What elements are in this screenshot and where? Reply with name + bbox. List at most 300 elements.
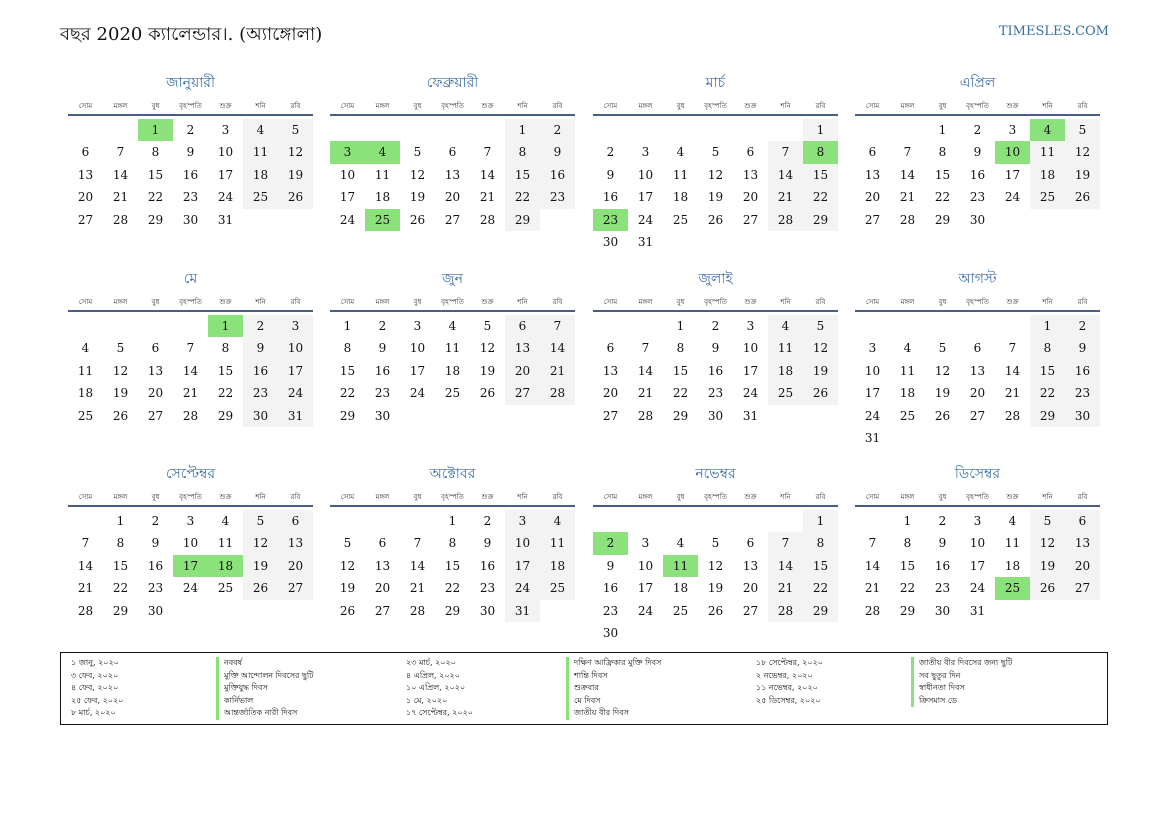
day-cell[interactable]: 18 (374, 190, 391, 205)
day-cell[interactable]: 29 (672, 408, 689, 423)
day-cell[interactable]: 20 (864, 190, 881, 205)
holiday-day-cell[interactable]: 4 (1030, 119, 1065, 141)
day-cell[interactable]: 27 (374, 603, 391, 618)
day-cell[interactable]: 31 (969, 603, 986, 618)
day-cell[interactable]: 9 (973, 145, 982, 160)
day-cell[interactable]: 25 (77, 408, 94, 423)
day-cell[interactable]: 19 (409, 190, 426, 205)
weekend-day-cell[interactable]: 29 (803, 600, 838, 622)
weekend-day-cell[interactable]: 7 (768, 141, 803, 163)
day-cell[interactable]: 2 (711, 319, 720, 333)
weekend-day-cell[interactable]: 11 (540, 532, 575, 554)
day-cell[interactable]: 15 (339, 363, 356, 378)
day-cell[interactable]: 13 (742, 167, 759, 182)
day-cell[interactable]: 6 (746, 536, 755, 551)
weekend-day-cell[interactable]: 28 (540, 382, 575, 404)
weekend-day-cell[interactable]: 4 (243, 119, 278, 141)
weekend-day-cell[interactable]: 20 (1065, 555, 1100, 577)
weekend-day-cell[interactable]: 18 (540, 555, 575, 577)
weekend-day-cell[interactable]: 14 (540, 337, 575, 359)
day-cell[interactable]: 2 (606, 145, 615, 160)
weekend-day-cell[interactable]: 12 (243, 532, 278, 554)
day-cell[interactable]: 30 (147, 603, 164, 618)
day-cell[interactable]: 27 (864, 212, 881, 227)
day-cell[interactable]: 23 (602, 603, 619, 618)
weekend-day-cell[interactable]: 30 (1065, 405, 1100, 427)
day-cell[interactable]: 11 (1004, 536, 1021, 551)
holiday-day-cell[interactable]: 10 (995, 141, 1030, 163)
weekend-day-cell[interactable]: 26 (803, 382, 838, 404)
day-cell[interactable]: 1 (116, 514, 125, 528)
weekend-day-cell[interactable]: 17 (505, 555, 540, 577)
weekend-day-cell[interactable]: 28 (768, 209, 803, 231)
weekend-day-cell[interactable]: 19 (1065, 164, 1100, 186)
day-cell[interactable]: 23 (182, 190, 199, 205)
holiday-day-cell[interactable]: 1 (138, 119, 173, 141)
holiday-day-cell[interactable]: 18 (208, 555, 243, 577)
day-cell[interactable]: 12 (112, 363, 129, 378)
day-cell[interactable]: 28 (409, 603, 426, 618)
day-cell[interactable]: 21 (864, 581, 881, 596)
day-cell[interactable]: 6 (606, 341, 615, 356)
weekend-day-cell[interactable]: 8 (803, 532, 838, 554)
day-cell[interactable]: 25 (217, 581, 234, 596)
day-cell[interactable]: 20 (602, 386, 619, 401)
weekend-day-cell[interactable]: 6 (278, 510, 313, 532)
day-cell[interactable]: 14 (112, 167, 129, 182)
day-cell[interactable]: 13 (969, 363, 986, 378)
day-cell[interactable]: 7 (868, 536, 877, 551)
day-cell[interactable]: 10 (182, 536, 199, 551)
day-cell[interactable]: 11 (77, 363, 94, 378)
day-cell[interactable]: 22 (217, 386, 234, 401)
day-cell[interactable]: 13 (77, 167, 94, 182)
day-cell[interactable]: 26 (339, 603, 356, 618)
day-cell[interactable]: 9 (606, 558, 615, 573)
day-cell[interactable]: 13 (374, 558, 391, 573)
day-cell[interactable]: 18 (444, 363, 461, 378)
weekend-day-cell[interactable]: 12 (278, 141, 313, 163)
weekend-day-cell[interactable]: 9 (540, 141, 575, 163)
day-cell[interactable]: 18 (1004, 558, 1021, 573)
day-cell[interactable]: 7 (483, 145, 492, 160)
day-cell[interactable]: 12 (479, 341, 496, 356)
weekend-day-cell[interactable]: 2 (540, 119, 575, 141)
day-cell[interactable]: 10 (217, 145, 234, 160)
weekend-day-cell[interactable]: 15 (803, 555, 838, 577)
day-cell[interactable]: 25 (444, 386, 461, 401)
day-cell[interactable]: 7 (641, 341, 650, 356)
day-cell[interactable]: 11 (217, 536, 234, 551)
weekend-day-cell[interactable]: 16 (1065, 360, 1100, 382)
holiday-day-cell[interactable]: 4 (365, 141, 400, 163)
brand-link[interactable]: TIMESLES.COM (998, 24, 1109, 39)
day-cell[interactable]: 13 (444, 167, 461, 182)
weekend-day-cell[interactable]: 7 (768, 532, 803, 554)
day-cell[interactable]: 20 (742, 581, 759, 596)
day-cell[interactable]: 2 (483, 514, 492, 528)
day-cell[interactable]: 10 (339, 167, 356, 182)
weekend-day-cell[interactable]: 21 (540, 360, 575, 382)
day-cell[interactable]: 2 (378, 319, 387, 333)
day-cell[interactable]: 21 (182, 386, 199, 401)
day-cell[interactable]: 30 (602, 234, 619, 249)
weekend-day-cell[interactable]: 5 (1065, 119, 1100, 141)
day-cell[interactable]: 21 (637, 386, 654, 401)
day-cell[interactable]: 16 (602, 581, 619, 596)
day-cell[interactable]: 26 (707, 603, 724, 618)
weekend-day-cell[interactable]: 4 (768, 315, 803, 337)
day-cell[interactable]: 28 (637, 408, 654, 423)
weekend-day-cell[interactable]: 22 (1030, 382, 1065, 404)
weekend-day-cell[interactable]: 22 (803, 186, 838, 208)
weekend-day-cell[interactable]: 9 (243, 337, 278, 359)
day-cell[interactable]: 4 (448, 319, 457, 333)
day-cell[interactable]: 24 (217, 190, 234, 205)
day-cell[interactable]: 5 (413, 145, 422, 160)
day-cell[interactable]: 4 (676, 145, 685, 160)
weekend-day-cell[interactable]: 26 (243, 577, 278, 599)
day-cell[interactable]: 14 (899, 167, 916, 182)
weekend-day-cell[interactable]: 18 (243, 164, 278, 186)
weekend-day-cell[interactable]: 15 (1030, 360, 1065, 382)
day-cell[interactable]: 20 (77, 190, 94, 205)
day-cell[interactable]: 21 (77, 581, 94, 596)
day-cell[interactable]: 12 (707, 558, 724, 573)
day-cell[interactable]: 28 (479, 212, 496, 227)
day-cell[interactable]: 11 (899, 363, 916, 378)
holiday-day-cell[interactable]: 3 (330, 141, 365, 163)
day-cell[interactable]: 23 (934, 581, 951, 596)
day-cell[interactable]: 20 (147, 386, 164, 401)
weekend-day-cell[interactable]: 14 (768, 555, 803, 577)
weekend-day-cell[interactable]: 4 (540, 510, 575, 532)
weekend-day-cell[interactable]: 12 (1030, 532, 1065, 554)
weekend-day-cell[interactable]: 1 (1030, 315, 1065, 337)
weekend-day-cell[interactable]: 1 (803, 510, 838, 532)
weekend-day-cell[interactable]: 18 (768, 360, 803, 382)
weekend-day-cell[interactable]: 11 (768, 337, 803, 359)
day-cell[interactable]: 7 (413, 536, 422, 551)
day-cell[interactable]: 31 (637, 234, 654, 249)
day-cell[interactable]: 3 (641, 536, 650, 551)
day-cell[interactable]: 15 (899, 558, 916, 573)
holiday-day-cell[interactable]: 11 (663, 555, 698, 577)
day-cell[interactable]: 24 (182, 581, 199, 596)
weekend-day-cell[interactable]: 11 (1030, 141, 1065, 163)
day-cell[interactable]: 19 (339, 581, 356, 596)
day-cell[interactable]: 1 (938, 123, 947, 137)
day-cell[interactable]: 13 (864, 167, 881, 182)
day-cell[interactable]: 21 (112, 190, 129, 205)
weekend-day-cell[interactable]: 13 (278, 532, 313, 554)
day-cell[interactable]: 7 (186, 341, 195, 356)
weekend-day-cell[interactable]: 5 (803, 315, 838, 337)
day-cell[interactable]: 9 (186, 145, 195, 160)
day-cell[interactable]: 10 (637, 558, 654, 573)
day-cell[interactable]: 23 (147, 581, 164, 596)
holiday-day-cell[interactable]: 17 (173, 555, 208, 577)
day-cell[interactable]: 17 (637, 581, 654, 596)
day-cell[interactable]: 1 (903, 514, 912, 528)
weekend-day-cell[interactable]: 25 (243, 186, 278, 208)
day-cell[interactable]: 17 (409, 363, 426, 378)
holiday-day-cell[interactable]: 1 (208, 315, 243, 337)
weekend-day-cell[interactable]: 31 (278, 405, 313, 427)
day-cell[interactable]: 14 (77, 558, 94, 573)
day-cell[interactable]: 17 (864, 386, 881, 401)
day-cell[interactable]: 28 (1004, 408, 1021, 423)
weekend-day-cell[interactable]: 26 (1030, 577, 1065, 599)
day-cell[interactable]: 30 (479, 603, 496, 618)
day-cell[interactable]: 17 (217, 167, 234, 182)
weekend-day-cell[interactable]: 10 (278, 337, 313, 359)
day-cell[interactable]: 5 (343, 536, 352, 551)
day-cell[interactable]: 27 (742, 603, 759, 618)
day-cell[interactable]: 2 (938, 514, 947, 528)
day-cell[interactable]: 7 (1008, 341, 1017, 356)
weekend-day-cell[interactable]: 24 (505, 577, 540, 599)
day-cell[interactable]: 15 (672, 363, 689, 378)
day-cell[interactable]: 16 (969, 167, 986, 182)
day-cell[interactable]: 13 (147, 363, 164, 378)
day-cell[interactable]: 23 (479, 581, 496, 596)
weekend-day-cell[interactable]: 29 (505, 209, 540, 231)
day-cell[interactable]: 24 (1004, 190, 1021, 205)
day-cell[interactable]: 16 (934, 558, 951, 573)
day-cell[interactable]: 22 (672, 386, 689, 401)
day-cell[interactable]: 19 (707, 190, 724, 205)
day-cell[interactable]: 12 (934, 363, 951, 378)
day-cell[interactable]: 26 (934, 408, 951, 423)
day-cell[interactable]: 26 (409, 212, 426, 227)
day-cell[interactable]: 3 (746, 319, 755, 333)
day-cell[interactable]: 14 (479, 167, 496, 182)
day-cell[interactable]: 19 (707, 581, 724, 596)
day-cell[interactable]: 7 (903, 145, 912, 160)
day-cell[interactable]: 20 (742, 190, 759, 205)
day-cell[interactable]: 24 (864, 408, 881, 423)
day-cell[interactable]: 21 (1004, 386, 1021, 401)
weekend-day-cell[interactable]: 6 (505, 315, 540, 337)
day-cell[interactable]: 22 (444, 581, 461, 596)
day-cell[interactable]: 19 (479, 363, 496, 378)
day-cell[interactable]: 9 (151, 536, 160, 551)
weekend-day-cell[interactable]: 17 (278, 360, 313, 382)
weekend-day-cell[interactable]: 25 (540, 577, 575, 599)
weekend-day-cell[interactable]: 18 (1030, 164, 1065, 186)
day-cell[interactable]: 10 (742, 341, 759, 356)
holiday-day-cell[interactable]: 25 (365, 209, 400, 231)
day-cell[interactable]: 29 (217, 408, 234, 423)
weekend-day-cell[interactable]: 23 (243, 382, 278, 404)
day-cell[interactable]: 11 (444, 341, 461, 356)
weekend-day-cell[interactable]: 10 (505, 532, 540, 554)
day-cell[interactable]: 8 (116, 536, 125, 551)
day-cell[interactable]: 20 (444, 190, 461, 205)
day-cell[interactable]: 16 (374, 363, 391, 378)
day-cell[interactable]: 24 (742, 386, 759, 401)
day-cell[interactable]: 16 (479, 558, 496, 573)
weekend-day-cell[interactable]: 26 (278, 186, 313, 208)
day-cell[interactable]: 17 (1004, 167, 1021, 182)
weekend-day-cell[interactable]: 29 (803, 209, 838, 231)
day-cell[interactable]: 15 (444, 558, 461, 573)
day-cell[interactable]: 30 (707, 408, 724, 423)
day-cell[interactable]: 22 (147, 190, 164, 205)
day-cell[interactable]: 8 (343, 341, 352, 356)
day-cell[interactable]: 23 (374, 386, 391, 401)
weekend-day-cell[interactable]: 16 (540, 164, 575, 186)
day-cell[interactable]: 26 (707, 212, 724, 227)
day-cell[interactable]: 19 (934, 386, 951, 401)
day-cell[interactable]: 10 (637, 167, 654, 182)
weekend-day-cell[interactable]: 5 (1030, 510, 1065, 532)
day-cell[interactable]: 3 (641, 145, 650, 160)
day-cell[interactable]: 30 (934, 603, 951, 618)
day-cell[interactable]: 2 (973, 123, 982, 137)
day-cell[interactable]: 5 (711, 145, 720, 160)
day-cell[interactable]: 12 (339, 558, 356, 573)
weekend-day-cell[interactable]: 19 (243, 555, 278, 577)
day-cell[interactable]: 8 (903, 536, 912, 551)
day-cell[interactable]: 22 (112, 581, 129, 596)
weekend-day-cell[interactable]: 26 (1065, 186, 1100, 208)
weekend-day-cell[interactable]: 1 (803, 119, 838, 141)
day-cell[interactable]: 8 (938, 145, 947, 160)
day-cell[interactable]: 10 (969, 536, 986, 551)
day-cell[interactable]: 15 (934, 167, 951, 182)
weekend-day-cell[interactable]: 7 (540, 315, 575, 337)
day-cell[interactable]: 30 (969, 212, 986, 227)
day-cell[interactable]: 28 (112, 212, 129, 227)
weekend-day-cell[interactable]: 5 (243, 510, 278, 532)
day-cell[interactable]: 14 (1004, 363, 1021, 378)
day-cell[interactable]: 15 (217, 363, 234, 378)
day-cell[interactable]: 4 (676, 536, 685, 551)
day-cell[interactable]: 9 (378, 341, 387, 356)
day-cell[interactable]: 10 (864, 363, 881, 378)
holiday-day-cell[interactable]: 8 (803, 141, 838, 163)
day-cell[interactable]: 1 (676, 319, 685, 333)
weekend-day-cell[interactable]: 11 (243, 141, 278, 163)
day-cell[interactable]: 21 (479, 190, 496, 205)
day-cell[interactable]: 26 (479, 386, 496, 401)
weekend-day-cell[interactable]: 22 (505, 186, 540, 208)
weekend-day-cell[interactable]: 3 (278, 315, 313, 337)
day-cell[interactable]: 25 (672, 212, 689, 227)
weekend-day-cell[interactable]: 14 (768, 164, 803, 186)
day-cell[interactable]: 3 (868, 341, 877, 356)
day-cell[interactable]: 6 (81, 145, 90, 160)
day-cell[interactable]: 4 (221, 514, 230, 528)
day-cell[interactable]: 30 (602, 625, 619, 640)
weekend-day-cell[interactable]: 5 (278, 119, 313, 141)
day-cell[interactable]: 18 (899, 386, 916, 401)
day-cell[interactable]: 18 (77, 386, 94, 401)
weekend-day-cell[interactable]: 29 (1030, 405, 1065, 427)
day-cell[interactable]: 31 (742, 408, 759, 423)
weekend-day-cell[interactable]: 27 (1065, 577, 1100, 599)
day-cell[interactable]: 27 (77, 212, 94, 227)
weekend-day-cell[interactable]: 12 (803, 337, 838, 359)
day-cell[interactable]: 31 (864, 430, 881, 445)
weekend-day-cell[interactable]: 21 (768, 577, 803, 599)
day-cell[interactable]: 24 (339, 212, 356, 227)
weekend-day-cell[interactable]: 1 (505, 119, 540, 141)
day-cell[interactable]: 3 (221, 123, 230, 137)
weekend-day-cell[interactable]: 16 (243, 360, 278, 382)
day-cell[interactable]: 23 (969, 190, 986, 205)
day-cell[interactable]: 27 (602, 408, 619, 423)
day-cell[interactable]: 10 (409, 341, 426, 356)
day-cell[interactable]: 17 (969, 558, 986, 573)
day-cell[interactable]: 8 (221, 341, 230, 356)
day-cell[interactable]: 8 (448, 536, 457, 551)
day-cell[interactable]: 20 (374, 581, 391, 596)
day-cell[interactable]: 5 (938, 341, 947, 356)
day-cell[interactable]: 5 (711, 536, 720, 551)
day-cell[interactable]: 14 (864, 558, 881, 573)
weekend-day-cell[interactable]: 3 (505, 510, 540, 532)
day-cell[interactable]: 18 (672, 581, 689, 596)
weekend-day-cell[interactable]: 27 (278, 577, 313, 599)
day-cell[interactable]: 30 (182, 212, 199, 227)
day-cell[interactable]: 27 (969, 408, 986, 423)
day-cell[interactable]: 3 (973, 514, 982, 528)
weekend-day-cell[interactable]: 24 (278, 382, 313, 404)
day-cell[interactable]: 27 (444, 212, 461, 227)
day-cell[interactable]: 22 (934, 190, 951, 205)
day-cell[interactable]: 20 (969, 386, 986, 401)
weekend-day-cell[interactable]: 30 (243, 405, 278, 427)
day-cell[interactable]: 3 (413, 319, 422, 333)
day-cell[interactable]: 1 (448, 514, 457, 528)
weekend-day-cell[interactable]: 13 (505, 337, 540, 359)
day-cell[interactable]: 6 (868, 145, 877, 160)
day-cell[interactable]: 6 (448, 145, 457, 160)
weekend-day-cell[interactable]: 31 (505, 600, 540, 622)
day-cell[interactable]: 16 (147, 558, 164, 573)
day-cell[interactable]: 9 (606, 167, 615, 182)
day-cell[interactable]: 15 (112, 558, 129, 573)
day-cell[interactable]: 28 (864, 603, 881, 618)
holiday-day-cell[interactable]: 23 (593, 209, 628, 231)
day-cell[interactable]: 29 (112, 603, 129, 618)
day-cell[interactable]: 8 (151, 145, 160, 160)
day-cell[interactable]: 25 (672, 603, 689, 618)
weekend-day-cell[interactable]: 8 (505, 141, 540, 163)
weekend-day-cell[interactable]: 19 (278, 164, 313, 186)
day-cell[interactable]: 29 (899, 603, 916, 618)
weekend-day-cell[interactable]: 28 (768, 600, 803, 622)
day-cell[interactable]: 28 (182, 408, 199, 423)
day-cell[interactable]: 11 (672, 167, 689, 182)
day-cell[interactable]: 24 (637, 212, 654, 227)
day-cell[interactable]: 7 (116, 145, 125, 160)
weekend-day-cell[interactable]: 2 (1065, 315, 1100, 337)
day-cell[interactable]: 3 (1008, 123, 1017, 137)
weekend-day-cell[interactable]: 20 (278, 555, 313, 577)
day-cell[interactable]: 29 (339, 408, 356, 423)
weekend-day-cell[interactable]: 23 (540, 186, 575, 208)
weekend-day-cell[interactable]: 23 (1065, 382, 1100, 404)
day-cell[interactable]: 8 (676, 341, 685, 356)
day-cell[interactable]: 30 (374, 408, 391, 423)
day-cell[interactable]: 14 (637, 363, 654, 378)
weekend-day-cell[interactable]: 20 (505, 360, 540, 382)
day-cell[interactable]: 17 (637, 190, 654, 205)
